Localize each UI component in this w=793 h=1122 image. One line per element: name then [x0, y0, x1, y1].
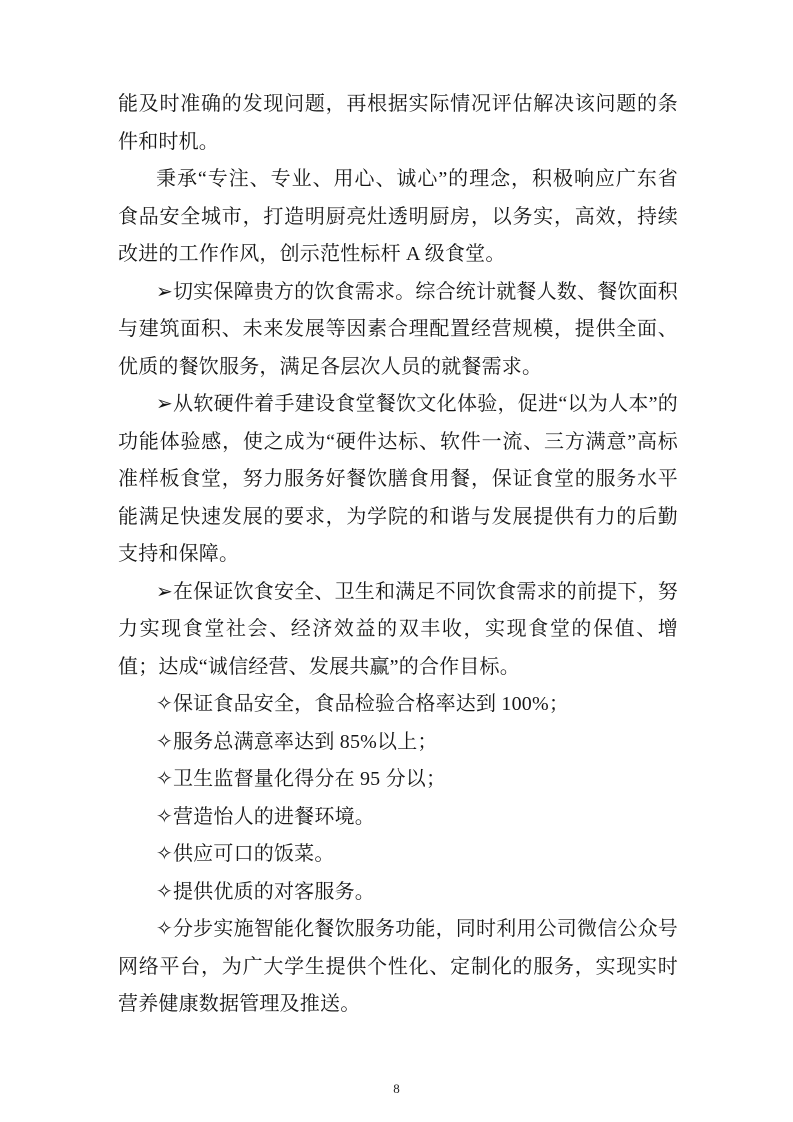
- bullet-paragraph: [118, 799, 678, 837]
- paragraph-text: 从软硬件着手建设食堂餐饮文化体验，促进“以为人本”的功能体验感，使之成为“硬件达标、软件一流、三方满意”高标准样板食堂，努力服务好餐饮膳食用餐，保证食堂的服务水平能满足快速发展的要求，为学院的和谐与发展提供有力的后勤支持和保障。: [118, 393, 678, 565]
- paragraph: 秉承“专注、专业、用心、诚心”的理念，积极响应广东省食品安全城市，打造明厨亮灶透明厨房，以务实，高效，持续改进的工作作风，创示范性标杆 A 级食堂。: [118, 168, 678, 265]
- diamond-bullet-icon: ✧: [156, 693, 173, 715]
- bullet-paragraph: [118, 686, 678, 724]
- paragraph-text: 供应可口的饭菜。: [172, 843, 335, 865]
- arrow-bullet-icon: ➢: [156, 280, 173, 303]
- paragraph-text: 保证食品安全，食品检验合格率达到 100%；: [172, 693, 570, 715]
- paragraph-text: 在保证饮食安全、卫生和满足不同饮食需求的前提下，努力实现食堂社会、经济效益的双丰收，实现食堂的保值、增值；达成“诚信经营、发展共赢”的合作目标。: [118, 580, 678, 678]
- diamond-bullet-icon: ✧: [156, 805, 173, 828]
- bullet-paragraph: [118, 274, 678, 387]
- paragraph: 能及时准确的发现问题，再根据实际情况评估解决该问题的条件和时机。: [118, 93, 678, 153]
- arrow-bullet-icon: ➢: [156, 393, 173, 415]
- bullet-paragraph: [118, 386, 678, 574]
- page-footer: [0, 1080, 793, 1098]
- paragraph-text: 提供优质的对客服务。: [172, 880, 375, 903]
- bullet-paragraph: [118, 874, 678, 912]
- page-number: 8: [393, 1081, 400, 1096]
- bullet-paragraph: [118, 761, 678, 799]
- document-content: [118, 86, 678, 1024]
- paragraph-text: 卫生监督量化得分在 95 分以；: [172, 768, 447, 790]
- paragraph-text: 分步实施智能化餐饮服务功能，同时利用公司微信公众号网络平台，为广大学生提供个性化、定制化的服务，实现实时营养健康数据管理及推送。: [118, 918, 678, 1015]
- diamond-bullet-icon: ✧: [156, 730, 173, 753]
- bullet-paragraph: [118, 574, 678, 687]
- arrow-bullet-icon: ➢: [156, 580, 173, 603]
- diamond-bullet-icon: ✧: [156, 880, 173, 903]
- paragraph-text: 切实保障贵方的饮食需求。综合统计就餐人数、餐饮面积与建筑面积、未来发展等因素合理配置经营规模，提供全面、优质的餐饮服务，满足各层次人员的就餐需求。: [118, 280, 678, 378]
- paragraph-text: 服务总满意率达到 85%以上；: [172, 730, 438, 753]
- diamond-bullet-icon: ✧: [156, 843, 173, 865]
- bullet-paragraph: [118, 836, 678, 874]
- paragraph-text: 营造怡人的进餐环境。: [172, 805, 375, 828]
- bullet-paragraph: [118, 911, 678, 1024]
- bullet-paragraph: [118, 724, 678, 762]
- diamond-bullet-icon: ✧: [156, 768, 173, 790]
- diamond-bullet-icon: ✧: [156, 918, 173, 940]
